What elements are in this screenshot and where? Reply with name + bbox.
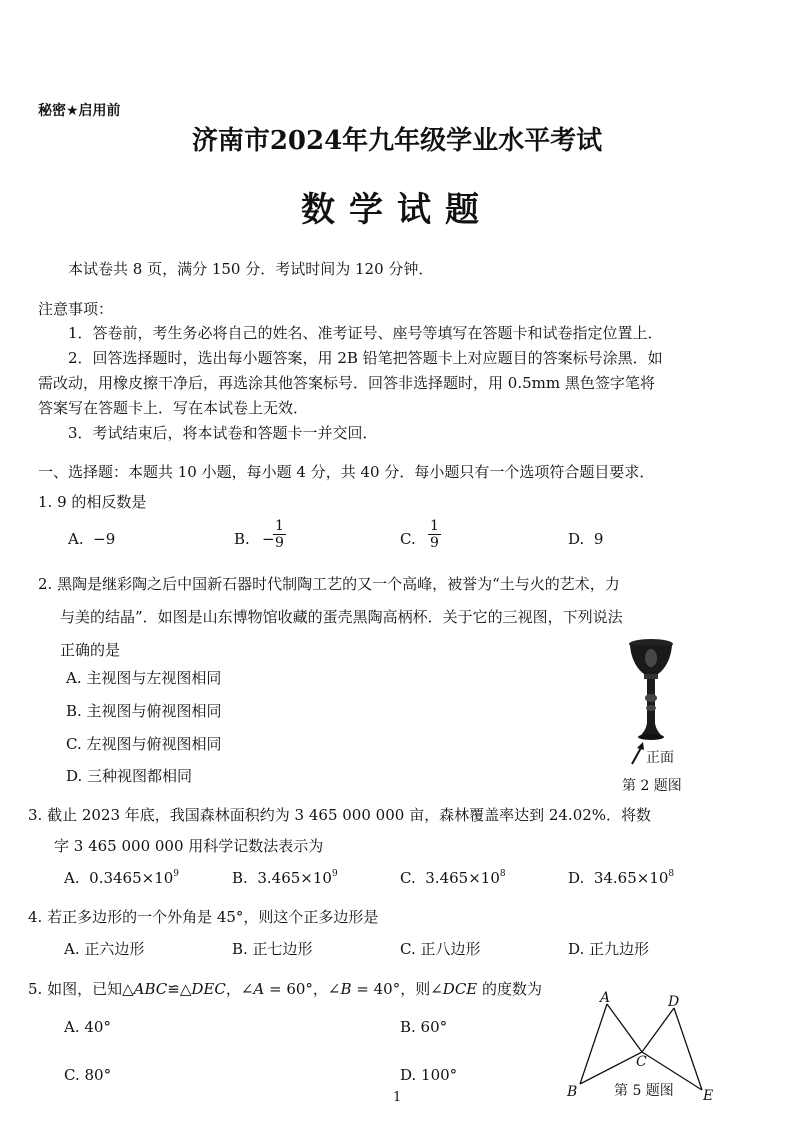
q5-triangle-dec: DEC <box>191 980 226 998</box>
notes-heading: 注意事项： <box>38 300 114 318</box>
note-item-2-line-1: 2．回答选择题时，选出每小题答案，用 2B 铅笔把答题卡上对应题目的答案标号涂黑．如 <box>68 349 663 367</box>
q5-var-b: B <box>340 980 352 998</box>
q1-option-b-numerator: 1 <box>275 518 284 534</box>
note-item-2-line-3: 答案写在答题卡上．写在本试卷上无效． <box>38 399 309 417</box>
q3-stem-line-2: 字 3 465 000 000 用科学记数法表示为 <box>54 837 324 855</box>
q5-point-a: A <box>600 990 611 1006</box>
q5-point-e: E <box>703 1088 714 1104</box>
q1-option-b-label: B. <box>234 530 250 548</box>
q5-var-a: A <box>253 980 265 998</box>
q1-option-b-denominator: 9 <box>275 535 284 551</box>
q4-stem: 4. 若正多边形的一个外角是 45°，则这个正多边形是 <box>28 908 379 926</box>
q3-option-a-exponent: 9 <box>173 869 180 879</box>
note-item-3: 3．考试结束后，将本试卷和答题卡一并交回． <box>68 424 378 442</box>
q2-option-c: C. 左视图与俯视图相同 <box>66 735 222 753</box>
q3-option-c-exponent: 8 <box>499 869 506 879</box>
confidential-label: 秘密★启用前 <box>38 103 121 119</box>
q3-stem-line-1: 3. 截止 2023 年底，我国森林面积约为 3 465 000 000 亩，森林覆盖率达到 24.02%．将数 <box>28 806 652 824</box>
page-number: 1 <box>393 1090 402 1105</box>
q3-option-c-base: 3.465×10 <box>425 869 500 887</box>
q3-option-c-label: C. <box>400 869 416 887</box>
q2-stem-line-1: 2. 黑陶是继彩陶之后中国新石器时代制陶工艺的又一个高峰，被誉为“土与火的艺术，力 <box>38 575 620 593</box>
q5-congruent-sign: ≌△ <box>167 980 192 998</box>
q1-option-b-sign: − <box>262 530 275 548</box>
q1-option-a-label: A. <box>68 530 84 548</box>
q2-option-b: B. 主视图与俯视图相同 <box>66 702 222 720</box>
q3-option-b-label: B. <box>232 869 248 887</box>
q2-option-d: D. 三种视图都相同 <box>66 767 193 785</box>
q3-option-b <box>232 869 338 887</box>
q1-option-c-label: C. <box>400 530 416 548</box>
q1-option-c-numerator: 1 <box>430 518 439 534</box>
q5-angle-a-prefix: ，∠ <box>225 980 254 998</box>
q1-option-a-value: −9 <box>93 530 116 548</box>
exam-title: 济南市2024年九年级学业水平考试 <box>191 126 603 156</box>
q1-option-d-value: 9 <box>593 530 604 548</box>
q1-stem: 1. 9 的相反数是 <box>38 493 147 511</box>
q5-angle-a-value: = 60°，∠ <box>264 980 341 998</box>
q5-angle-b-value: = 40°，则∠ <box>351 980 443 998</box>
exam-intro: 本试卷共 8 页，满分 150 分．考试时间为 120 分钟． <box>68 260 434 278</box>
q2-front-label: 正面 <box>646 750 674 766</box>
q1-option-c-denominator: 9 <box>430 535 439 551</box>
exam-subject: 数学试题 <box>301 190 493 230</box>
q5-figure-caption: 第 5 题图 <box>614 1083 674 1099</box>
q5-option-c: C. 80° <box>64 1066 112 1084</box>
q4-option-b: B. 正七边形 <box>232 940 313 958</box>
q5-option-d: D. 100° <box>400 1066 458 1084</box>
q5-stem <box>28 978 542 999</box>
q3-option-c <box>400 869 506 887</box>
q3-option-d-label: D. <box>568 869 585 887</box>
q5-triangle-abc: ABC <box>133 980 168 998</box>
q5-point-b: B <box>567 1084 578 1100</box>
q5-point-d: D <box>668 994 680 1010</box>
q2-stem-line-2: 与美的结晶”．如图是山东博物馆收藏的蛋壳黑陶高柄杯．关于它的三视图，下列说法 <box>60 608 623 626</box>
q4-option-d: D. 正九边形 <box>568 940 650 958</box>
q5-option-a: A. 40° <box>64 1018 111 1036</box>
q1-option-d <box>568 530 603 548</box>
q3-option-a-label: A. <box>64 869 80 887</box>
q1-option-d-label: D. <box>568 530 585 548</box>
section-1-heading: 一、选择题：本题共 10 小题，每小题 4 分，共 40 分．每小题只有一个选项符合题目要求． <box>38 463 655 481</box>
q4-option-a: A. 正六边形 <box>64 940 145 958</box>
q5-angle-dce: DCE <box>442 980 478 998</box>
q1-option-b-fraction <box>273 518 286 551</box>
q3-option-d-exponent: 8 <box>668 869 675 879</box>
q3-option-a-base: 0.3465×10 <box>89 869 174 887</box>
q3-option-b-base: 3.465×10 <box>257 869 332 887</box>
q2-option-a: A. 主视图与左视图相同 <box>66 669 222 687</box>
q5-option-b: B. 60° <box>400 1018 448 1036</box>
note-item-2-line-2: 需改动，用橡皮擦干净后，再选涂其他答案标号．回答非选择题时，用 0.5mm 黑色签字笔将 <box>38 374 655 392</box>
q3-option-d <box>568 869 674 887</box>
q3-option-a <box>64 869 179 887</box>
q3-option-b-exponent: 9 <box>331 869 338 879</box>
q1-option-a <box>68 530 115 548</box>
q5-stem-suffix: 的度数为 <box>477 980 543 998</box>
q1-option-c-fraction <box>428 518 441 551</box>
q5-stem-prefix: 5. 如图，已知△ <box>28 980 134 998</box>
q3-option-d-base: 34.65×10 <box>593 869 669 887</box>
q2-stem-line-3: 正确的是 <box>60 641 121 659</box>
q5-point-c: C <box>636 1054 647 1070</box>
q2-figure-caption: 第 2 题图 <box>622 778 682 794</box>
q4-option-c: C. 正八边形 <box>400 940 481 958</box>
note-item-1: 1．答卷前，考生务必将自己的姓名、准考证号、座号等填写在答题卡和试卷指定位置上． <box>68 324 663 342</box>
